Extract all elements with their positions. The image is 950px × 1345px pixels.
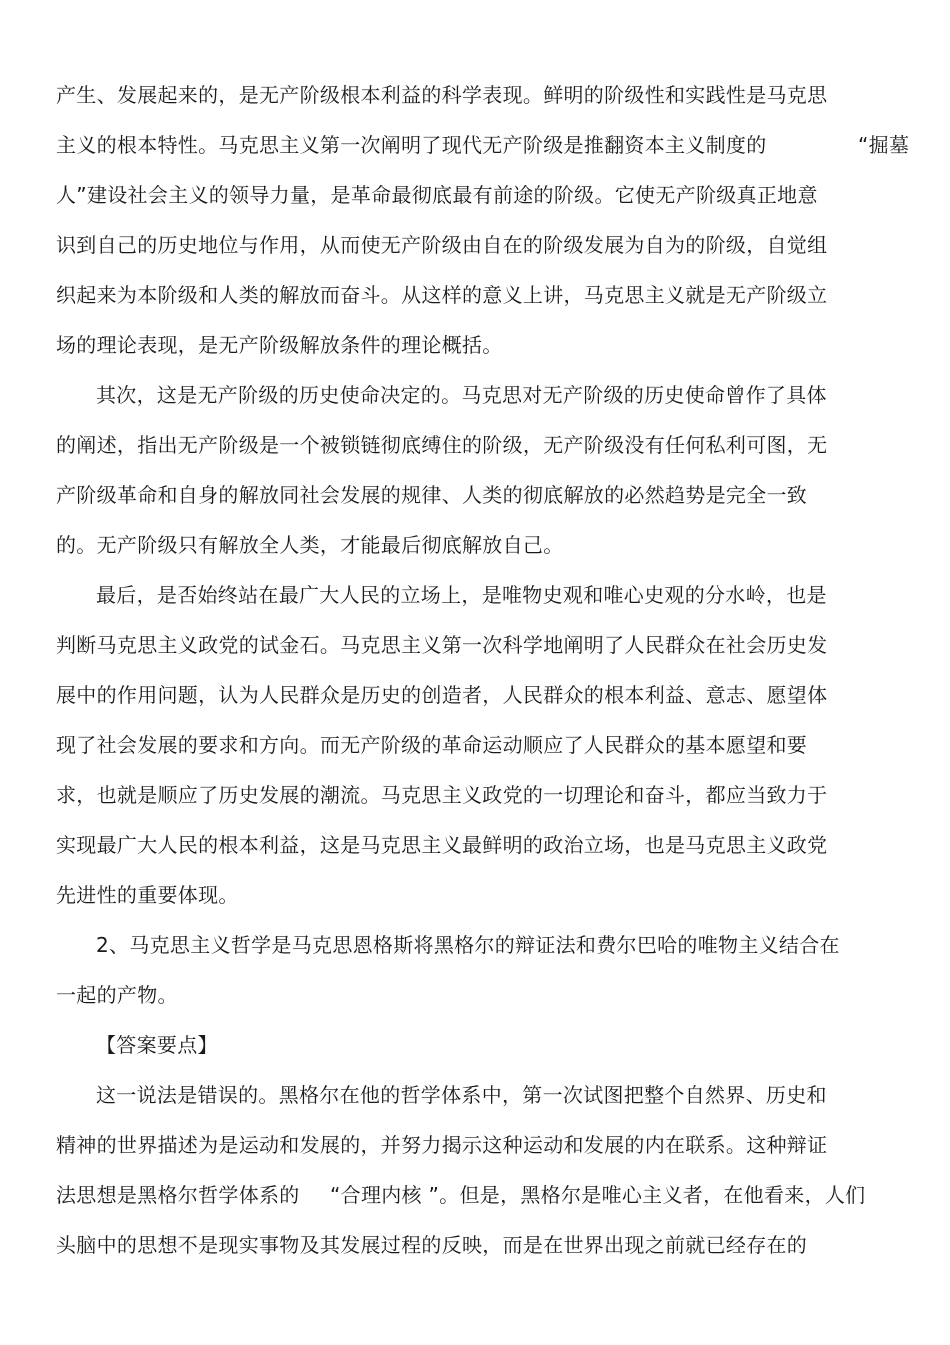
text-line: 织起来为本阶级和人类的解放而奋斗。从这样的意义上讲，马克思主义就是无产阶级立 [56,283,828,307]
text-line: “掘墓 [858,133,910,157]
text-line: 先进性的重要体现。 [56,883,239,907]
text-line: 展中的作用问题，认为人民群众是历史的创造者，人民群众的根本利益、意志、愿望体 [56,683,828,707]
section-heading: 【答案要点】 [96,1033,218,1057]
text-line: 这一说法是错误的。黑格尔在他的哲学体系中，第一次试图把整个自然界、历史和 [96,1083,827,1107]
text-line: 2、马克思主义哲学是马克思恩格斯将黑格尔的辩证法和费尔巴哈的唯物主义结合在 [96,933,840,957]
text-line: 人”建设社会主义的领导力量，是革命最彻底最有前途的阶级。它使无产阶级真正地意 [56,183,818,207]
text-line: 最后，是否始终站在最广大人民的立场上，是唯物史观和唯心史观的分水岭，也是 [96,583,827,607]
text-line: 头脑中的思想不是现实事物及其发展过程的反映，而是在世界出现之前就已经存在的 [56,1233,808,1257]
text-line: 法思想是黑格尔哲学体系的 [56,1183,300,1207]
text-line: 一起的产物。 [56,983,178,1007]
text-line: 识到自己的历史地位与作用，从而使无产阶级由自在的阶级发展为自为的阶级，自觉组 [56,233,828,257]
text-line: 现了社会发展的要求和方向。而无产阶级的革命运动顺应了人民群众的基本愿望和要 [56,733,808,757]
text-line: 实现最广大人民的根本利益，这是马克思主义最鲜明的政治立场，也是马克思主义政党 [56,833,828,857]
text-line: 场的理论表现，是无产阶级解放条件的理论概括。 [56,333,503,357]
text-line: 产阶级革命和自身的解放同社会发展的规律、人类的彻底解放的必然趋势是完全一致 [56,483,808,507]
text-line: 的。无产阶级只有解放全人类，才能最后彻底解放自己。 [56,533,564,557]
text-line: 求，也就是顺应了历史发展的潮流。马克思主义政党的一切理论和奋斗，都应当致力于 [56,783,828,807]
text-line: 判断马克思主义政党的试金石。马克思主义第一次科学地阐明了人民群众在社会历史发 [56,633,828,657]
text-line: 的阐述，指出无产阶级是一个被锁链彻底缚住的阶级，无产阶级没有任何私利可图，无 [56,433,828,457]
text-line: 其次，这是无产阶级的历史使命决定的。马克思对无产阶级的历史使命曾作了具体 [96,383,827,407]
text-line: 精神的世界描述为是运动和发展的，并努力揭示这种运动和发展的内在联系。这种辩证 [56,1133,828,1157]
text-line: 主义的根本特性。马克思主义第一次阐明了现代无产阶级是推翻资本主义制度的 [56,133,767,157]
text-line: 产生、发展起来的，是无产阶级根本利益的科学表现。鲜明的阶级性和实践性是马克思 [56,83,828,107]
text-line: “合理内核 ”。但是，黑格尔是唯心主义者，在他看来，人们 [330,1183,866,1207]
